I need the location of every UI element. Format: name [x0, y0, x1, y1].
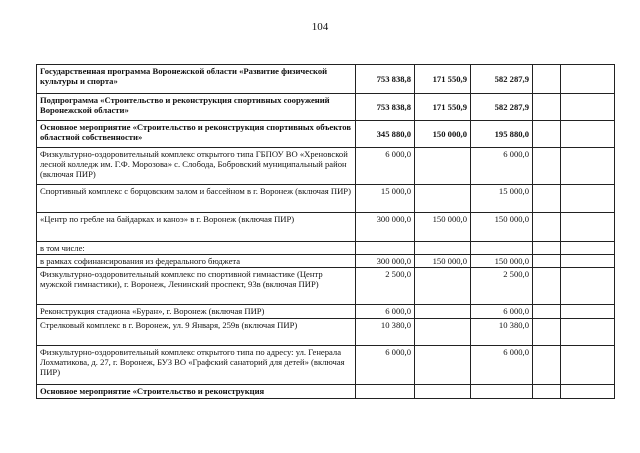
value-regional: 2 500,0	[471, 268, 533, 305]
value-regional: 6 000,0	[471, 346, 533, 385]
value-federal	[415, 346, 471, 385]
budget-table	[36, 64, 615, 399]
table-row	[37, 305, 615, 319]
value-regional: 6 000,0	[471, 148, 533, 185]
empty-cell	[533, 94, 561, 121]
empty-cell	[561, 346, 615, 385]
empty-cell	[533, 255, 561, 268]
empty-cell	[561, 148, 615, 185]
value-regional: 582 287,9	[471, 65, 533, 94]
row-description: Физкультурно-оздоровительный комплекс по спортивной гимнастике (Центр мужской гимнастики), г. Воронеж, Ленинский проспект, 93в (включая ПИР)	[37, 268, 356, 305]
row-description: «Центр по гребле на байдарках и каноэ» в г. Воронеж (включая ПИР)	[37, 213, 356, 242]
empty-cell	[533, 319, 561, 346]
value-federal	[415, 185, 471, 213]
value-federal: 171 550,9	[415, 94, 471, 121]
value-regional: 6 000,0	[471, 305, 533, 319]
row-description: Основное мероприятие «Строительство и реконструкция	[37, 385, 356, 399]
value-federal: 150 000,0	[415, 213, 471, 242]
empty-cell	[561, 242, 615, 255]
value-total: 753 838,8	[356, 94, 415, 121]
row-description: Физкультурно-оздоровительный комплекс открытого типа ГБПОУ ВО «Хреновской лесной колледж им. Г.Ф. Морозова» с. Слобода, Бобровский муниципальный район (включая ПИР)	[37, 148, 356, 185]
value-regional: 195 880,0	[471, 121, 533, 148]
value-federal	[415, 242, 471, 255]
table-row	[37, 319, 615, 346]
value-total: 10 380,0	[356, 319, 415, 346]
value-regional	[471, 242, 533, 255]
empty-cell	[561, 121, 615, 148]
value-total: 300 000,0	[356, 255, 415, 268]
table-row	[37, 255, 615, 268]
table-row	[37, 213, 615, 242]
row-description: Реконструкция стадиона «Буран», г. Воронеж (включая ПИР)	[37, 305, 356, 319]
value-federal	[415, 268, 471, 305]
value-total: 15 000,0	[356, 185, 415, 213]
empty-cell	[561, 65, 615, 94]
row-description: Стрелковый комплекс в г. Воронеж, ул. 9 Января, 259в (включая ПИР)	[37, 319, 356, 346]
table-row	[37, 148, 615, 185]
empty-cell	[561, 305, 615, 319]
empty-cell	[533, 385, 561, 399]
value-regional: 15 000,0	[471, 185, 533, 213]
value-federal	[415, 319, 471, 346]
empty-cell	[533, 268, 561, 305]
empty-cell	[533, 65, 561, 94]
row-description: в рамках софинансирования из федерального бюджета	[37, 255, 356, 268]
table-row	[37, 94, 615, 121]
value-total: 6 000,0	[356, 346, 415, 385]
row-description: Физкультурно-оздоровительный комплекс открытого типа по адресу: ул. Генерала Лохматикова, д. 27, г. Воронеж, БУЗ ВО «Графский санаторий для детей» (включая ПИР)	[37, 346, 356, 385]
table-row	[37, 65, 615, 94]
empty-cell	[533, 242, 561, 255]
value-regional: 150 000,0	[471, 213, 533, 242]
table-row	[37, 268, 615, 305]
value-total: 345 880,0	[356, 121, 415, 148]
row-description: в том числе:	[37, 242, 356, 255]
value-federal: 150 000,0	[415, 121, 471, 148]
table-row	[37, 121, 615, 148]
value-total: 6 000,0	[356, 148, 415, 185]
empty-cell	[533, 213, 561, 242]
value-federal: 171 550,9	[415, 65, 471, 94]
empty-cell	[561, 94, 615, 121]
value-total	[356, 242, 415, 255]
value-regional: 150 000,0	[471, 255, 533, 268]
empty-cell	[533, 185, 561, 213]
value-federal: 150 000,0	[415, 255, 471, 268]
table-row	[37, 242, 615, 255]
value-regional	[471, 385, 533, 399]
empty-cell	[561, 213, 615, 242]
empty-cell	[533, 346, 561, 385]
row-description: Подпрограмма «Строительство и реконструкция спортивных сооружений Воронежской области»	[37, 94, 356, 121]
table-row	[37, 185, 615, 213]
value-total	[356, 385, 415, 399]
empty-cell	[533, 305, 561, 319]
empty-cell	[561, 268, 615, 305]
empty-cell	[561, 319, 615, 346]
value-regional: 10 380,0	[471, 319, 533, 346]
row-description: Государственная программа Воронежской области «Развитие физической культуры и спорта»	[37, 65, 356, 94]
value-federal	[415, 305, 471, 319]
value-total: 300 000,0	[356, 213, 415, 242]
empty-cell	[561, 185, 615, 213]
empty-cell	[533, 121, 561, 148]
value-total: 6 000,0	[356, 305, 415, 319]
empty-cell	[533, 148, 561, 185]
value-regional: 582 287,9	[471, 94, 533, 121]
table-row	[37, 346, 615, 385]
row-description: Основное мероприятие «Строительство и реконструкция спортивных объектов областной собственности»	[37, 121, 356, 148]
page-number: 104	[311, 21, 329, 33]
value-total: 753 838,8	[356, 65, 415, 94]
empty-cell	[561, 255, 615, 268]
empty-cell	[561, 385, 615, 399]
row-description: Спортивный комплекс с борцовским залом и бассейном в г. Воронеж (включая ПИР)	[37, 185, 356, 213]
table-row	[37, 385, 615, 399]
value-federal	[415, 148, 471, 185]
value-federal	[415, 385, 471, 399]
value-total: 2 500,0	[356, 268, 415, 305]
